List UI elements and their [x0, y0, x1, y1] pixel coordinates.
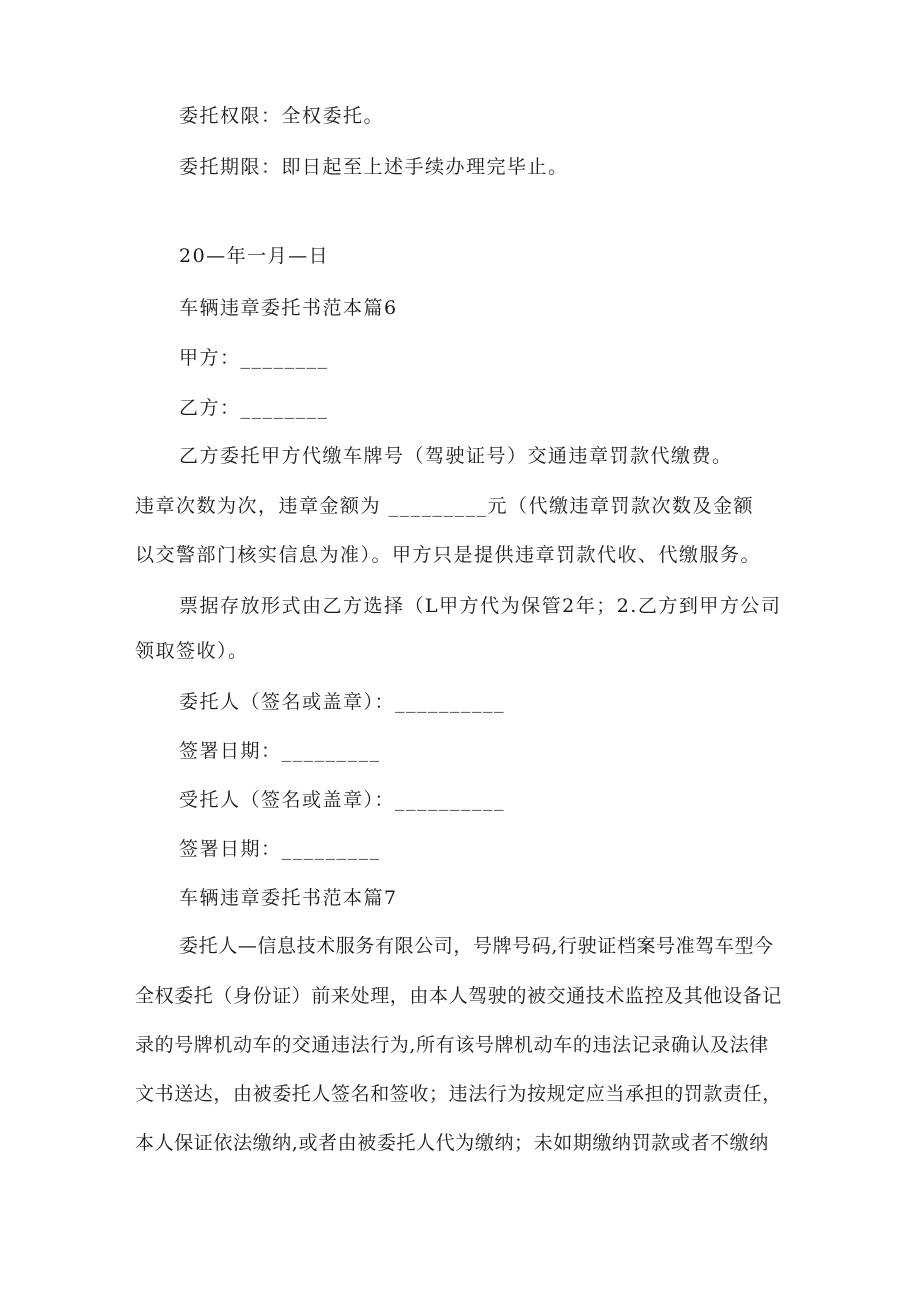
sign-date-line: 签署日期：_________: [179, 740, 381, 762]
sign-date-line: 签署日期：_________: [179, 838, 381, 860]
date-line: 20—年一月—日: [179, 245, 330, 267]
paragraph-line: 录的号牌机动车的交通违法行为,所有该号牌机动车的违法记录确认及法律: [135, 1034, 769, 1056]
paragraph-line: 违章次数为次，违章金额为 _________元（代缴违章罚款次数及金额: [135, 495, 755, 517]
paragraph-line: 乙方委托甲方代缴车牌号（驾驶证号）交通违章罚款代缴费。: [179, 445, 733, 467]
paragraph-line: 全权委托（身份证）前来处理，由本人驾驶的被交通技术监控及其他设备记: [135, 985, 782, 1007]
period-line: 委托期限：即日起至上述手续办理完毕止。: [179, 156, 569, 178]
paragraph-line: 以交警部门核实信息为准）。甲方只是提供违章罚款代收、代缴服务。: [135, 544, 762, 566]
paragraph-line: 领取签收）。: [135, 640, 249, 662]
section-heading-7: 车辆违章委托书范本篇7: [179, 887, 398, 909]
authority-line: 委托权限：全权委托。: [179, 105, 385, 127]
paragraph-line: 文书送达，由被委托人签名和签收；违法行为按规定应当承担的罚款责任，: [135, 1083, 782, 1105]
paragraph-line: 委托人—信息技术服务有限公司，号牌号码,行驶证档案号准驾车型今: [179, 935, 774, 957]
section-heading-6: 车辆违章委托书范本篇6: [179, 297, 398, 319]
party-b-line: 乙方：________: [179, 397, 329, 419]
principal-signature-line: 委托人（签名或盖章）：__________: [179, 691, 506, 713]
paragraph-line: 票据存放形式由乙方选择（L甲方代为保管2年；2.乙方到甲方公司: [179, 595, 782, 617]
agent-signature-line: 受托人（签名或盖章）：__________: [179, 789, 506, 811]
paragraph-line: 本人保证依法缴纳,或者由被委托人代为缴纳；未如期缴纳罚款或者不缴纳: [135, 1132, 769, 1154]
party-a-line: 甲方：________: [179, 347, 329, 369]
